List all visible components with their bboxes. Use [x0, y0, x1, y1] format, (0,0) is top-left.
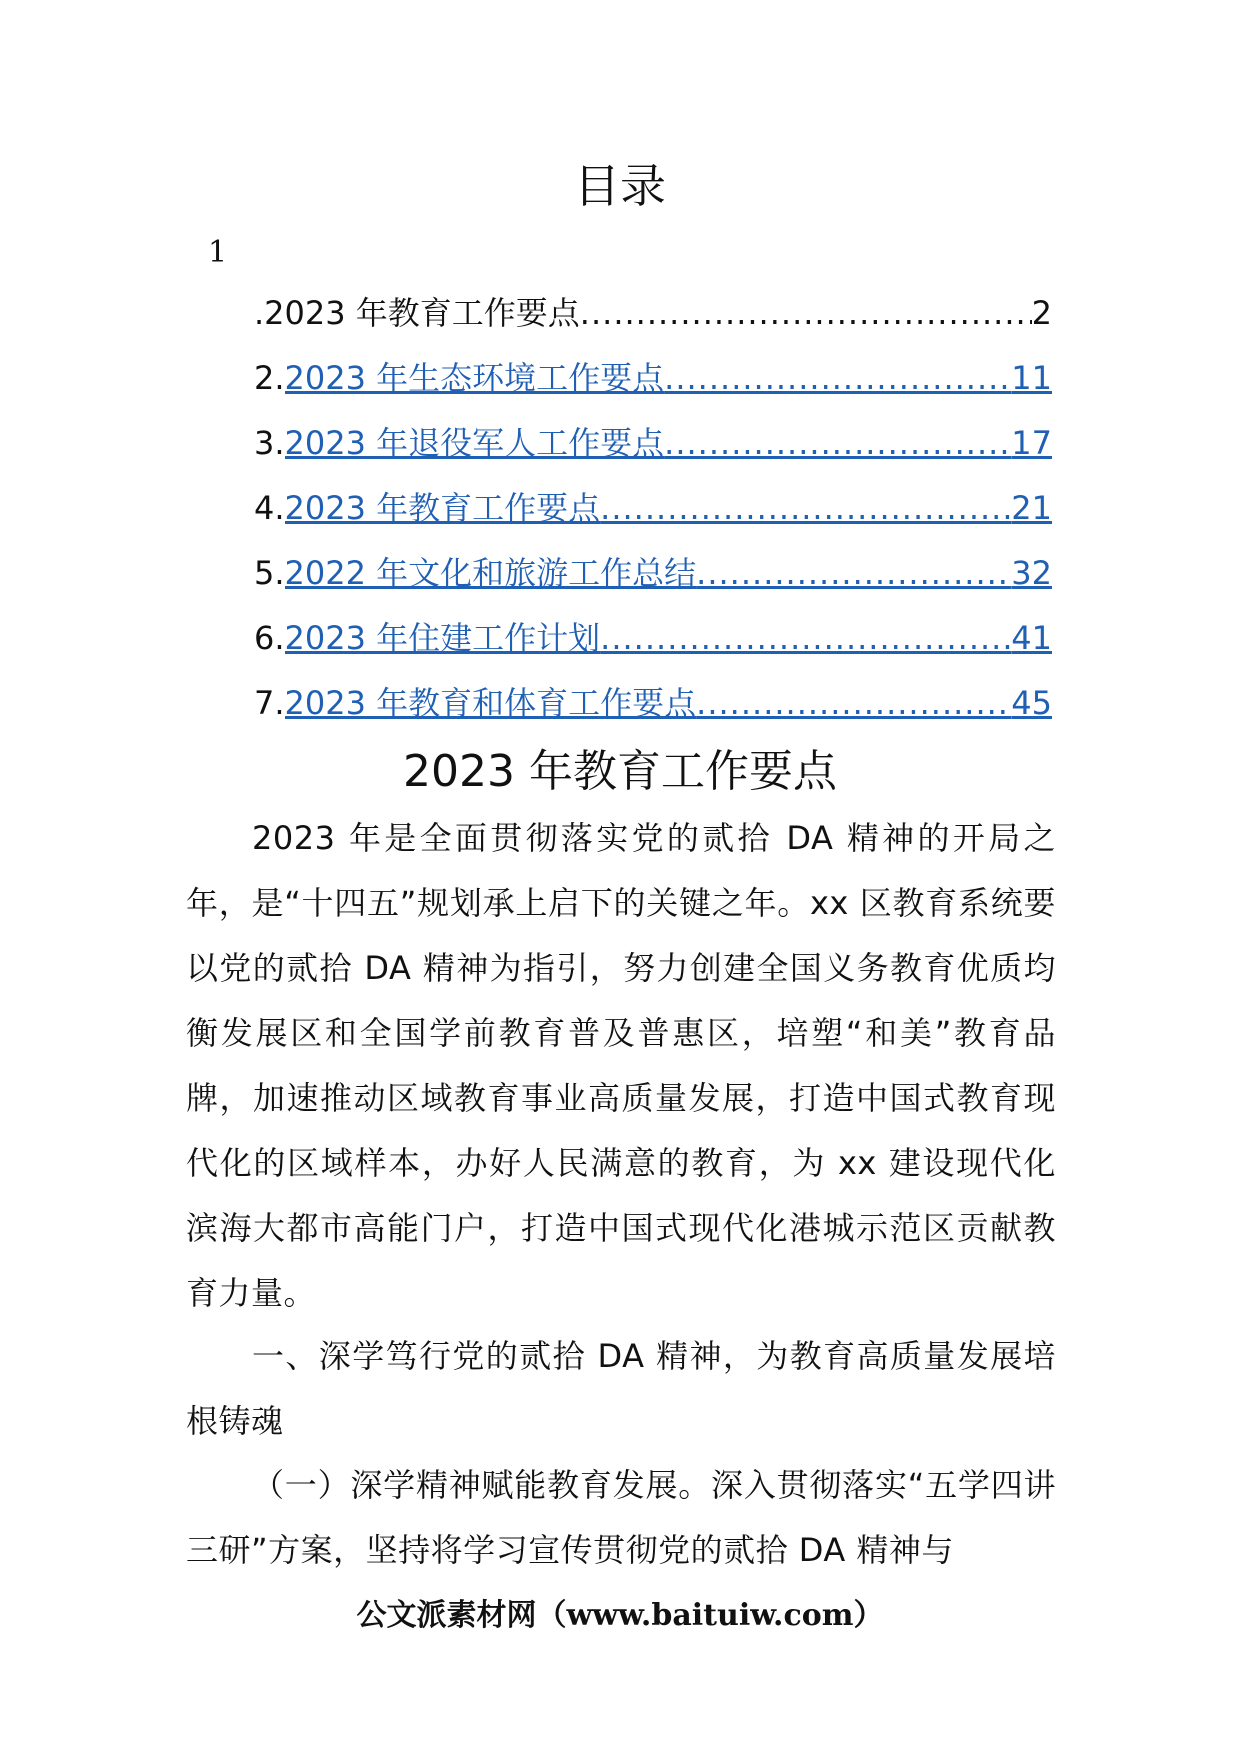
toc-item-page: 21 [1011, 489, 1052, 527]
toc-item-link[interactable] [285, 422, 1052, 464]
toc-first-number: 1 [208, 235, 228, 270]
toc-item [254, 617, 1052, 682]
footer-watermark: 公文派素材网（www.baituiw.com） [356, 1598, 884, 1633]
toc-item-prefix: 4. [254, 489, 285, 527]
toc-list [254, 292, 1052, 747]
body-paragraph: 2023 年是全面贯彻落实党的贰拾 DA 精神的开局之年，是“十四五”规划承上启下的关键之年。xx 区教育系统要以党的贰拾 DA 精神为指引，努力创建全国义务教育优质均衡发展区和全国学前教育普及普惠区，培塑“和美”教育品牌，加速推动区域教育事业高质量发展，打造中国式教育现代化的区域样本，办好人民满意的教育，为 xx 建设现代化滨海大都市高能门户，打造中国式现代化港城示范区贡献教育力量。 [186, 819, 1056, 1312]
toc-item [254, 487, 1052, 552]
toc-item-page: 2 [1031, 294, 1052, 332]
toc-item [254, 682, 1052, 747]
toc-title: 目录 [574, 159, 666, 213]
toc-item-text: 2023 年住建工作计划 [284, 619, 601, 657]
toc-leader-dots [600, 487, 1011, 529]
document-title: 2023 年教育工作要点 [403, 746, 837, 797]
section-heading: 一、深学笃行党的贰拾 DA 精神，为教育高质量发展培根铸魂 [186, 1337, 1056, 1440]
toc-leader-dots [580, 292, 1032, 334]
toc-leader-dots [696, 682, 1011, 724]
toc-item-text: 2023 年退役军人工作要点 [284, 424, 665, 462]
toc-item-link[interactable] [285, 552, 1052, 594]
toc-item [254, 357, 1052, 422]
toc-item-entry [254, 292, 1052, 334]
toc-item-text: .2023 年教育工作要点 [254, 294, 580, 332]
toc-item-prefix: 7. [254, 684, 285, 722]
toc-item-text: 2023 年教育和体育工作要点 [284, 684, 697, 722]
toc-leader-dots [600, 617, 1011, 659]
toc-item [254, 552, 1052, 617]
toc-item-text: 2022 年文化和旅游工作总结 [284, 554, 697, 592]
body-paragraph: （一）深学精神赋能教育发展。深入贯彻落实“五学四讲三研”方案，坚持将学习宣传贯彻党的贰拾 DA 精神与 [186, 1466, 1056, 1569]
toc-item-text: 2023 年生态环境工作要点 [284, 359, 665, 397]
toc-leader-dots [664, 422, 1011, 464]
toc-leader-dots [696, 552, 1011, 594]
toc-item-text: 2023 年教育工作要点 [284, 489, 601, 527]
toc-item-prefix: 3. [254, 424, 285, 462]
toc-item-prefix: 5. [254, 554, 285, 592]
toc-item-page: 32 [1011, 554, 1052, 592]
toc-item-page: 11 [1011, 359, 1052, 397]
toc-item [254, 292, 1052, 357]
toc-item-link[interactable] [285, 487, 1052, 529]
toc-item-page: 17 [1011, 424, 1052, 462]
toc-item [254, 422, 1052, 487]
toc-item-prefix: 2. [254, 359, 285, 397]
toc-item-prefix: 6. [254, 619, 285, 657]
toc-item-page: 41 [1011, 619, 1052, 657]
toc-item-link[interactable] [285, 617, 1052, 659]
toc-item-page: 45 [1011, 684, 1052, 722]
toc-item-link[interactable] [285, 357, 1052, 399]
toc-item-link[interactable] [285, 682, 1052, 724]
toc-leader-dots [664, 357, 1011, 399]
